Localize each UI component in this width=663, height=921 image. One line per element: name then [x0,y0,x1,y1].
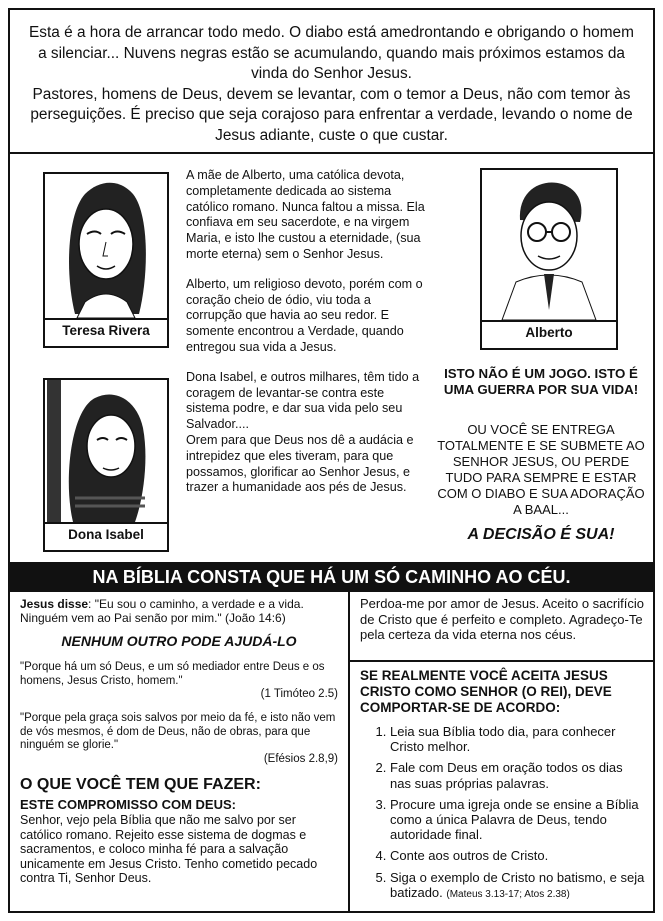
right-column [350,592,653,911]
bio-paragraph-1: A mãe de Alberto, uma católica devota, completamente dedicada ao sistema católico romano. Nunca faltou a missa. Ela confiava em seu sacerdote, e na virgem Maria, e isto lhe custou a eternidade, (sua morte eterna) sem o Senhor Jesus. [186,168,425,261]
portrait-dona-isabel [43,378,169,552]
woman-portrait-illustration [45,174,167,320]
nenhum-heading: NENHUM OUTRO PODE AJUDÁ-LO [61,633,297,650]
ref-efesios: (Efésios 2.8,9) [263,752,338,765]
intro-paragraph-2: Pastores, homens de Deus, devem se levantar, com o temor a Deus, não com temor às perseguições. É preciso que seja corajoso para enfrentar a verdade, levando o nome de Jesus adiante, custe o que custar. [30,85,633,144]
portrait-teresa-rivera [43,172,169,348]
caption-alberto: Alberto [525,325,573,340]
man-portrait-illustration [482,170,616,322]
jesus-label: Jesus disse [20,597,89,611]
list-item-ref: (Mateus 3.13-17; Atos 2.38) [446,888,570,900]
list-item: 2. Fale com Deus em oração todos os dias nas suas próprias palavras. [390,760,645,790]
warning-text: OU VOCÊ SE ENTREGA TOTALMENTE E SE SUBMETE AO SENHOR JESUS, OU PERDE TUDO PARA SEMPRE E ESTAR COM O DIABO E SUA ADORAÇÃO A BAAL... [437,422,645,517]
decision-text: A DECISÃO É SUA! [467,526,615,543]
warning-headline: ISTO NÃO É UM JOGO. ISTO É UMA GUERRA POR SUA VIDA! [443,366,639,397]
commitment-text: Senhor, vejo pela Bíblia que não me salvo por ser católico romano. Rejeito esse sistema de dogmas e sacramentos, e coloco minha fé para a salvação unicamente em Jesus Cristo. Tenho cometido pecado contra Ti, Senhor Deus. [20,812,318,886]
list-item: 1. Leia sua Bíblia todo dia, para conhecer Cristo melhor. [390,724,645,754]
prayer-box [350,592,653,662]
quote-timoteo: "Porque há um só Deus, e um só mediador entre Deus e os homens, Jesus Cristo, homem." [20,661,325,687]
caption-teresa: Teresa Rivera [62,323,150,338]
conduct-box [350,662,653,911]
commitment-heading: ESTE COMPROMISSO COM DEUS: [20,797,236,813]
list-item [390,870,645,902]
ref-timoteo: (1 Timóteo 2.5) [260,688,338,701]
biography-text [186,168,426,510]
quote-efesios: "Porque pela graça sois salvos por meio da fé, e isto não vem de vós mesmos, é dom de Deus, não de obras, para que ninguém se glorie." [20,711,336,752]
list-item: 3. Procure uma igreja onde se ensine a Bíblia como a única Palavra de Deus, tendo autoridade final. [390,797,645,843]
list-item: 4. Conte aos outros de Cristo. [390,848,645,863]
jesus-quote: : "Eu sou o caminho, a verdade e a vida. Ninguém vem ao Pai senão por mim." (João 14:6) [20,597,304,625]
conduct-list [360,724,645,902]
jesus-quote-block [10,598,348,625]
caption-isabel: Dona Isabel [68,527,144,542]
commitment-block [10,798,348,886]
bio-paragraph-3: Dona Isabel, e outros milhares, têm tido a coragem de levantar-se contra este sistema podre, e dar sua vida pelo seu Salvador.... [186,369,420,432]
conduct-heading: SE REALMENTE VOCÊ ACEITA JESUS CRISTO COMO SENHOR (O REI), DEVE COMPORTAR-SE DE ACORDO: [360,668,612,715]
intro-box [10,10,653,154]
intro-paragraph-1: Esta é a hora de arrancar todo medo. O diabo está amedrontando e obrigando o homem a silenciar... Nuvens negras estão se acumulando, quando mais próximos estamos da vinda do Senhor Jesus. [29,24,634,82]
portrait-alberto [480,168,618,350]
list-item-text: Siga o exemplo de Cristo no batismo, e seja batizado. [390,869,645,900]
section-banner: NA BÍBLIA CONSTA QUE HÁ UM SÓ CAMINHO AO CÉU. [10,562,653,592]
woman-bound-illustration [45,380,167,524]
tract-page [8,8,655,913]
prayer-text: Perdoa-me por amor de Jesus. Aceito o sacrifício de Cristo que é perfeito e completo. Agradeço-Te pela certeza da vida eterna nos céus. [360,596,644,642]
left-column [10,592,350,911]
what-to-do-heading: O QUE VOCÊ TEM QUE FAZER: [20,776,261,794]
bio-paragraph-4: Orem para que Deus nos dê a audácia e intrepidez que eles tiveram, para que possamos, glorificar ao Senhor Jesus, e trazer a humanidade aos pés de Jesus. [186,432,414,495]
bio-paragraph-2: Alberto, um religioso devoto, porém com o coração cheio de ódio, viu toda a corrupção que havia ao seu redor. E somente encontrou a Verdade, quando entregou sua vida a Jesus. [186,276,423,354]
